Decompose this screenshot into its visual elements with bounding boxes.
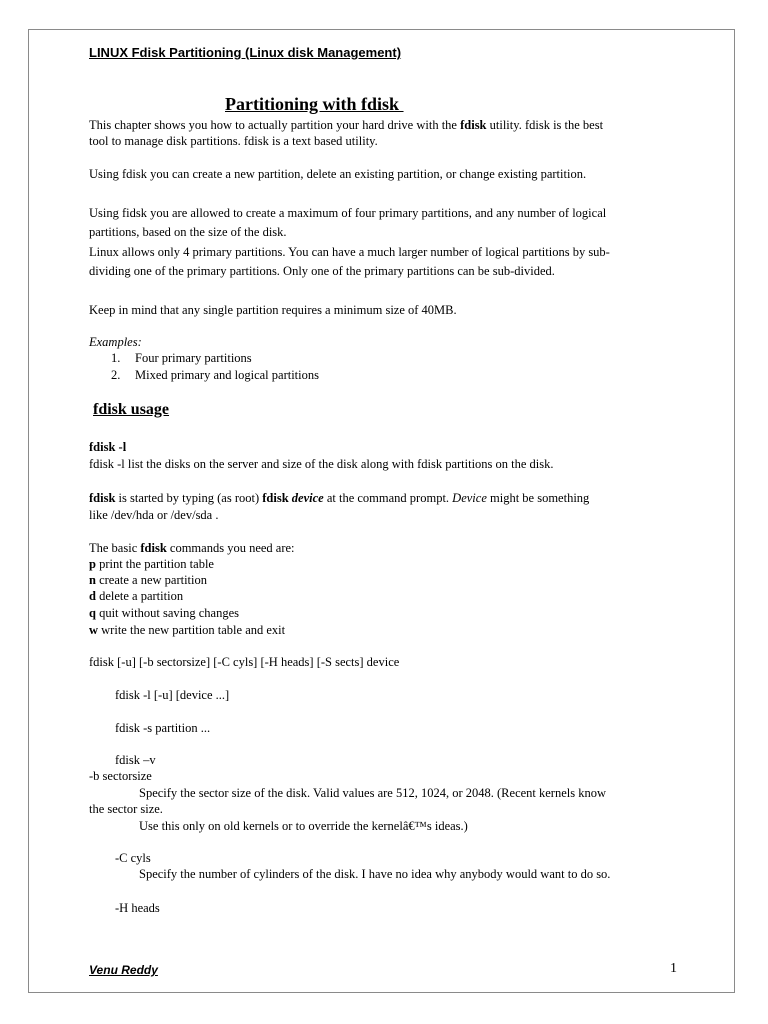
intro-line-6: Linux allows only 4 primary partitions. You can have a much larger number of logical partitions by sub- (89, 245, 610, 259)
intro-line-8: Keep in mind that any single partition requires a minimum size of 40MB. (89, 303, 457, 317)
option-b-desc-2: the sector size. (89, 802, 163, 816)
intro-line-5: partitions, based on the size of the disk. (89, 225, 287, 239)
option-c: -C cyls (115, 851, 151, 865)
example-item: 1. Four primary partitions (111, 351, 252, 365)
option-b: -b sectorsize (89, 769, 152, 783)
started-line-1: fdisk is started by typing (as root) fdisk device at the command prompt. Device might be something (89, 491, 590, 505)
fdisk-l-text: fdisk -l list the disks on the server and size of the disk along with fdisk partitions on the disk. (89, 457, 554, 471)
intro-line-2: tool to manage disk partitions. fdisk is a text based utility. (89, 134, 378, 148)
command-row: p print the partition table (89, 557, 214, 571)
intro-line-1: This chapter shows you how to actually partition your hard drive with the fdisk utility. fdisk is the best (89, 118, 604, 132)
basic-commands-intro: The basic fdisk commands you need are: (89, 541, 295, 555)
section-title: fdisk usage (93, 401, 170, 418)
option-h: -H heads (115, 901, 160, 915)
command-row: w write the new partition table and exit (89, 623, 286, 637)
started-line-2: like /dev/hda or /dev/sda . (89, 508, 219, 522)
intro-line-3: Using fdisk you can create a new partition, delete an existing partition, or change existing partition. (89, 167, 587, 181)
option-c-desc: Specify the number of cylinders of the disk. I have no idea why anybody would want to do so. (139, 867, 611, 881)
synopsis-line: fdisk [-u] [-b sectorsize] [-C cyls] [-H heads] [-S sects] device (89, 655, 400, 669)
synopsis-line: fdisk -l [-u] [device ...] (115, 688, 230, 702)
option-b-desc-1: Specify the sector size of the disk. Valid values are 512, 1024, or 2048. (Recent kernels know (139, 786, 607, 800)
option-b-desc-3: Use this only on old kernels or to override the kernelâ€™s ideas.) (139, 819, 468, 833)
intro-line-4: Using fidsk you are allowed to create a maximum of four primary partitions, and any number of logical (89, 206, 607, 220)
page-header: LINUX Fdisk Partitioning (Linux disk Management) (89, 45, 402, 60)
command-row: d delete a partition (89, 589, 184, 603)
command-row: q quit without saving changes (89, 606, 239, 620)
chapter-title: Partitioning with fdisk (225, 94, 404, 114)
command-row: n create a new partition (89, 573, 208, 587)
examples-label: Examples: (89, 335, 142, 349)
fdisk-l-heading: fdisk -l (89, 440, 127, 454)
footer-author: Venu Reddy (89, 963, 158, 977)
intro-line-7: dividing one of the primary partitions. Only one of the primary partitions can be sub-divided. (89, 264, 555, 278)
synopsis-line: fdisk –v (115, 753, 156, 767)
page-number: 1 (670, 961, 677, 976)
synopsis-line: fdisk -s partition ... (115, 721, 211, 735)
example-item: 2. Mixed primary and logical partitions (111, 368, 319, 382)
